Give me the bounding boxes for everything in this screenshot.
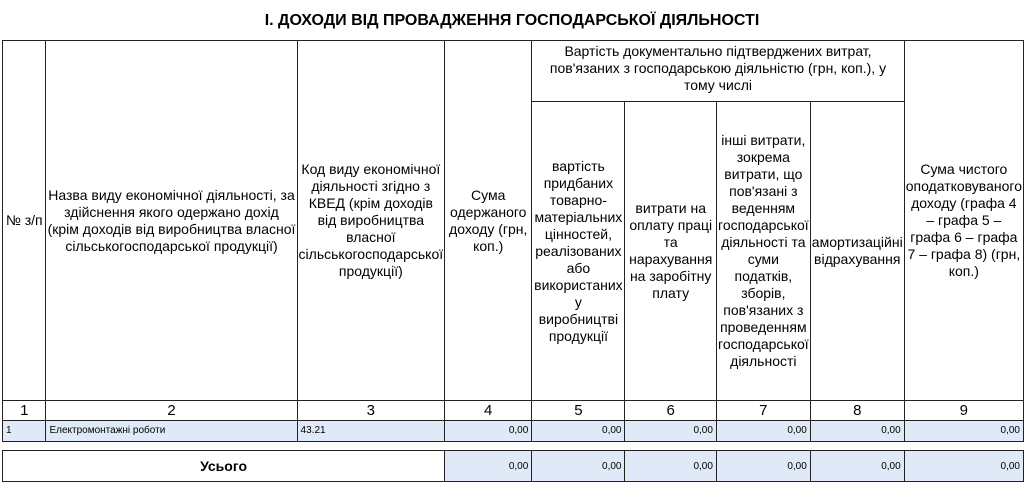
row-activity-name-field[interactable]: Електромонтажні роботи <box>46 421 297 442</box>
total-goods: 0,00 <box>532 451 625 482</box>
header-expenses-group: Вартість документально підтверджених витрат, пов'язаних з господарською діяльністю (грн, коп.), у тому числі <box>532 41 904 102</box>
table-row <box>3 421 1024 442</box>
row-kved-field[interactable]: 43.21 <box>297 421 445 442</box>
header-income: Сума одержаного доходу (грн, коп.) <box>445 41 532 401</box>
header-kved: Код виду економічної діяльності згідно з КВЕД (крім доходів від виробництва власної сільськогосподарської продукції) <box>297 41 445 401</box>
column-number: 6 <box>625 401 716 421</box>
column-number: 5 <box>532 401 625 421</box>
header-num: № з/п <box>3 41 46 401</box>
header-salary: витрати на оплату праці та нарахування на заробітну плату <box>625 102 716 401</box>
header-goods-cost: вартість придбаних товарно-матеріальних цінностей, реалізованих або використаних у виробництві продукції <box>532 102 625 401</box>
column-number: 1 <box>3 401 46 421</box>
section-title: І. ДОХОДИ ВІД ПРОВАДЖЕННЯ ГОСПОДАРСЬКОЇ ДІЯЛЬНОСТІ <box>264 12 760 29</box>
total-salary: 0,00 <box>625 451 716 482</box>
total-other: 0,00 <box>716 451 810 482</box>
row-income-field[interactable]: 0,00 <box>445 421 532 442</box>
column-number: 2 <box>46 401 297 421</box>
row-salary-field[interactable]: 0,00 <box>625 421 716 442</box>
header-activity-name: Назва виду економічної діяльності, за здійснення якого одержано дохід (крім доходів від виробництва власної сільськогосподарської продукції) <box>46 41 297 401</box>
header-net-income: Сума чистого оподатковуваного доходу (графа 4 – графа 5 – графа 6 – графа 7 – графа 8) (грн, коп.) <box>904 41 1023 401</box>
total-income: 0,00 <box>445 451 532 482</box>
row-other-field[interactable]: 0,00 <box>716 421 810 442</box>
row-num-field[interactable]: 1 <box>3 421 46 442</box>
column-numbers-row <box>3 401 1024 421</box>
row-goods-field[interactable]: 0,00 <box>532 421 625 442</box>
header-other-expenses: інші витрати, зокрема витрати, що пов'язані з веденням господарської діяльності та суми податків, зборів, пов'язаних з проведенням господарської діяльності <box>716 102 810 401</box>
column-number: 8 <box>810 401 904 421</box>
row-amort-field[interactable]: 0,00 <box>810 421 904 442</box>
row-net-field[interactable]: 0,00 <box>904 421 1023 442</box>
total-net: 0,00 <box>904 451 1023 482</box>
total-row <box>3 451 1024 482</box>
column-number: 9 <box>904 401 1023 421</box>
total-label: Усього <box>3 451 445 482</box>
column-number: 7 <box>716 401 810 421</box>
income-table <box>2 40 1024 482</box>
column-number: 3 <box>297 401 445 421</box>
header-amortization: амортизаційні відрахування <box>810 102 904 401</box>
total-amort: 0,00 <box>810 451 904 482</box>
column-number: 4 <box>445 401 532 421</box>
spacer <box>3 442 1024 451</box>
